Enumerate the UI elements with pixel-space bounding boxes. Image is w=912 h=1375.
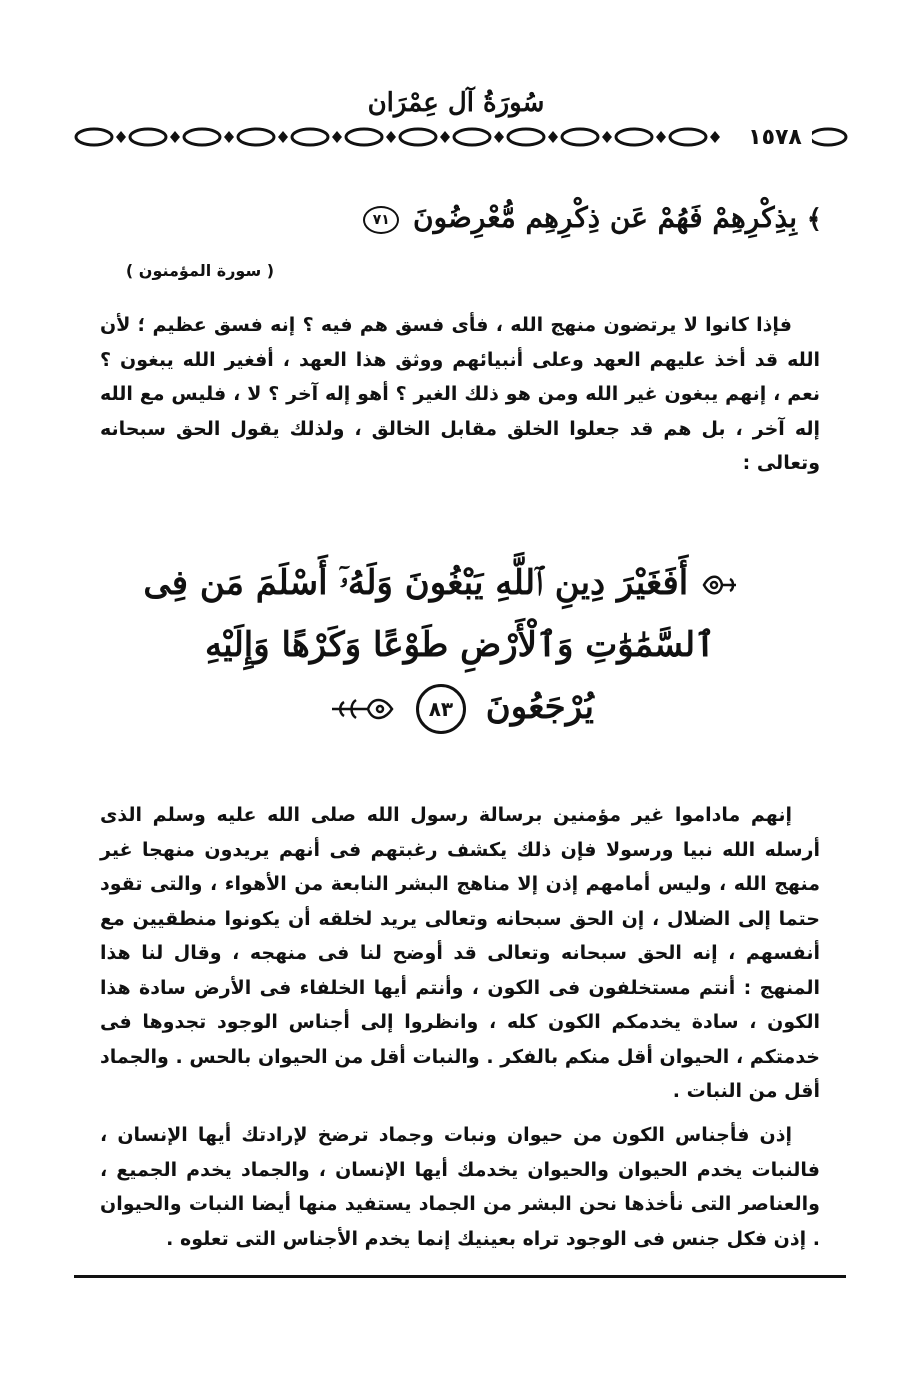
verse-top: [222, 196, 822, 242]
verse-line-2-text: ٱلسَّمَٰوَٰتِ وَٱلْأَرْضِ طَوْعًا وَكَرْهًا وَإِلَيْهِ: [204, 625, 716, 665]
surah-title: سُورَةُ آل عِمْرَان: [367, 88, 545, 118]
verse-line-2: [180, 614, 740, 676]
paragraph-2: إنهم ماداموا غير مؤمنين برسالة رسول الله صلى الله عليه وسلم الذى أرسله الله نبيا ورسولا فإن ذلك يكشف رغبتهم فى أنهم يريدون منهجا غير منهج الله ، وليس أمامهم إذن إلا مناهج البشر النابعة من الأهواء ، والتى تقود حتما إلى الضلال ، إن الحق سبحانه وتعالى يريد لخلقه أن يكونوا منطقيين مع أنفسهم ، إنه الحق سبحانه وتعالى قد أوضح لنا فى منهجه ، وقال لنا هذا المنهج : أنتم مستخلفون فى الكون ، وأنتم أيها الخلفاء فى الأرض سادة هذا الكون ، سادة يخدمكم الكون كله ، وانظروا إلى أجناس الوجود تجدوها فى خدمتكم ، الحيوان أقل منكم بالفكر . والنبات أقل من الحيوان بالحس . والجماد أقل من النبات .: [100, 804, 820, 1102]
verse-top-text: بِذِكْرِهِمْ فَهُمْ عَن ذِكْرِهِم مُّعْرِضُونَ: [413, 201, 798, 234]
surah-reference: ( سورة المؤمنون ): [125, 261, 275, 280]
verse-line-3-text: يُرْجَعُونَ: [485, 687, 594, 727]
paragraph-1: فإذا كانوا لا يرتضون منهج الله ، فأى فسق هم فيه ؟ إنه فسق عظيم ؛ لأن الله قد أخذ عليهم العهد وعلى أنبيائهم ووثق هذا العهد ، أفغير الله يبغون ؟ نعم ، إنهم يبغون غير الله ومن هو ذلك الغير ؟ أهو إله آخر ؟ لا ، فليس مع الله إله آخر ، بل هم قد جعلوا الخلق مقابل الخالق ، ولذلك يقول الحق سبحانه وتعالى :: [100, 314, 820, 474]
verse-line-1-text: أَفَغَيْرَ دِينِ ٱللَّهِ يَبْغُونَ وَلَهُۥٓ أَسْلَمَ مَن فِى: [143, 563, 689, 603]
ornament-band: [70, 124, 850, 150]
verse-start-ornament-icon: [700, 570, 740, 600]
verse-end-ornament-icon: [326, 692, 396, 726]
main-verse: [143, 552, 740, 738]
page-number: ١٥٧٨: [738, 126, 812, 150]
verse-end-mark: ﴾: [806, 204, 822, 235]
verse-top-number: ٧١: [363, 206, 399, 234]
verse-number: ٨٣: [416, 684, 466, 734]
verse-line-1: [143, 552, 740, 614]
footer-rule: [74, 1275, 846, 1278]
verse-line-3: [180, 676, 740, 738]
paragraph-3: إذن فأجناس الكون من حيوان ونبات وجماد ترضخ لإرادتك أيها الإنسان ، فالنبات يخدم الحيوان والحيوان يخدمك أيها الإنسان ، والجماد يخدم الجميع ، والعناصر التى نأخذها نحن البشر من الجماد يستفيد منها أيضا النبات والحيوان . إذن فكل جنس فى الوجود تراه بعينيك إنما يخدم الأجناس التى تعلوه .: [100, 1124, 820, 1250]
